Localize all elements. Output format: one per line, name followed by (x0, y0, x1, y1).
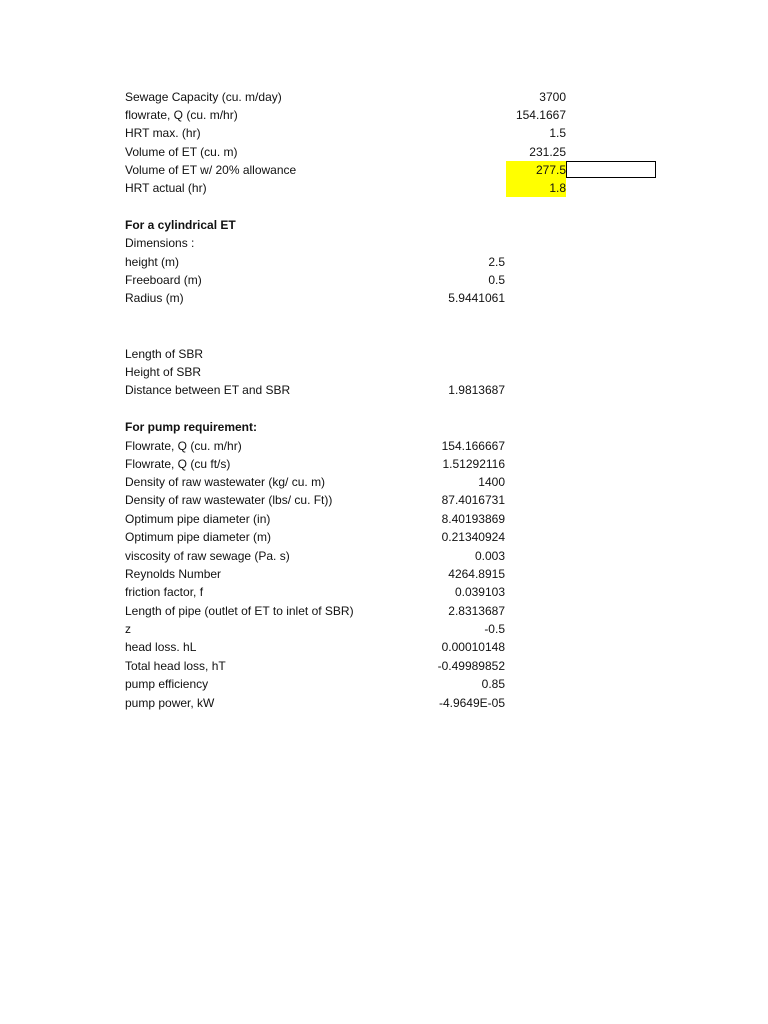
hrt-max-value[interactable]: 1.5 (549, 126, 566, 140)
sewage-capacity-label: Sewage Capacity (cu. m/day) (125, 90, 282, 104)
pump-row (0, 620, 768, 638)
pump-row-value[interactable]: 4264.8915 (448, 567, 505, 581)
pump-row-label: Density of raw wastewater (kg/ cu. m) (125, 475, 326, 489)
height-value[interactable]: 2.5 (488, 255, 505, 269)
radius-value[interactable]: 5.9441061 (448, 291, 505, 305)
sbr-length-label: Length of SBR (125, 347, 204, 361)
pump-row-label: pump efficiency (125, 677, 209, 691)
volume-et-allowance-row (0, 161, 768, 179)
pump-row-label: head loss. hL (125, 640, 197, 654)
pump-heading: For pump requirement: (125, 420, 258, 434)
pump-row-value[interactable]: 0.003 (474, 549, 505, 563)
pump-row-label: Optimum pipe diameter (m) (125, 530, 272, 544)
volume-et-row (0, 143, 768, 161)
pump-row (0, 547, 768, 565)
pump-row (0, 638, 768, 656)
volume-et-allowance-label: Volume of ET w/ 20% allowance (125, 163, 297, 177)
radius-label: Radius (m) (125, 291, 184, 305)
pump-row-label: Flowrate, Q (cu ft/s) (125, 457, 231, 471)
selected-cell[interactable] (566, 161, 656, 178)
sbr-height-row (0, 363, 768, 381)
flowrate-row (0, 106, 768, 124)
pump-row-value[interactable]: -0.5 (484, 622, 505, 636)
pump-row-label: Flowrate, Q (cu. m/hr) (125, 439, 242, 453)
pump-row-value[interactable]: -0.49989852 (437, 659, 505, 673)
hrt-max-label: HRT max. (hr) (125, 126, 201, 140)
volume-et-value[interactable]: 231.25 (529, 145, 566, 159)
volume-et-allowance-value[interactable]: 277.5 (506, 161, 566, 179)
pump-row-value[interactable]: 0.21340924 (441, 530, 505, 544)
volume-et-label: Volume of ET (cu. m) (125, 145, 238, 159)
dimensions-label: Dimensions : (125, 236, 195, 250)
dimensions-row (0, 234, 768, 252)
pump-row-value[interactable]: 0.00010148 (441, 640, 505, 654)
sbr-length-row (0, 345, 768, 363)
pump-row-value[interactable]: 0.039103 (454, 585, 505, 599)
pump-row-label: Optimum pipe diameter (in) (125, 512, 271, 526)
pump-row-label: friction factor, f (125, 585, 204, 599)
pump-row-label: Density of raw wastewater (lbs/ cu. Ft)) (125, 493, 333, 507)
pump-row-label: viscosity of raw sewage (Pa. s) (125, 549, 290, 563)
pump-row-value[interactable]: 1.51292116 (442, 457, 505, 471)
pump-row-value[interactable]: 154.166667 (441, 439, 505, 453)
pump-row-value[interactable]: 8.40193869 (441, 512, 505, 526)
pump-row-value[interactable]: -4.9649E-05 (438, 696, 505, 710)
cylindrical-heading: For a cylindrical ET (125, 218, 236, 232)
freeboard-label: Freeboard (m) (125, 273, 202, 287)
hrt-max-row (0, 124, 768, 142)
hrt-actual-row (0, 179, 768, 197)
freeboard-value[interactable]: 0.5 (488, 273, 505, 287)
pump-row (0, 510, 768, 528)
pump-row (0, 491, 768, 509)
radius-row (0, 289, 768, 307)
pump-row-value[interactable]: 1400 (478, 475, 505, 489)
cylindrical-heading-row (0, 216, 768, 234)
hrt-actual-value[interactable]: 1.8 (506, 179, 566, 197)
pump-row-label: z (125, 622, 131, 636)
pump-row (0, 437, 768, 455)
pump-row (0, 565, 768, 583)
freeboard-row (0, 271, 768, 289)
pump-row (0, 657, 768, 675)
pump-heading-row (0, 418, 768, 436)
pump-row-label: pump power, kW (125, 696, 215, 710)
pump-row-value[interactable]: 2.8313687 (448, 604, 505, 618)
pump-row (0, 694, 768, 712)
flowrate-value[interactable]: 154.1667 (515, 108, 566, 122)
hrt-actual-label: HRT actual (hr) (125, 181, 207, 195)
pump-row (0, 455, 768, 473)
pump-row (0, 583, 768, 601)
pump-row-value[interactable]: 87.4016731 (441, 493, 505, 507)
pump-row (0, 675, 768, 693)
distance-value[interactable]: 1.9813687 (448, 383, 505, 397)
sbr-height-label: Height of SBR (125, 365, 202, 379)
flowrate-label: flowrate, Q (cu. m/hr) (125, 108, 238, 122)
pump-row-label: Length of pipe (outlet of ET to inlet of SBR) (125, 604, 354, 618)
sewage-capacity-row (0, 88, 768, 106)
sewage-capacity-value[interactable]: 3700 (539, 90, 566, 104)
distance-label: Distance between ET and SBR (125, 383, 291, 397)
distance-row (0, 381, 768, 399)
height-row (0, 253, 768, 271)
pump-row (0, 473, 768, 491)
pump-row-label: Reynolds Number (125, 567, 222, 581)
pump-row-value[interactable]: 0.85 (481, 677, 505, 691)
pump-row (0, 528, 768, 546)
pump-row (0, 602, 768, 620)
pump-row-label: Total head loss, hT (125, 659, 226, 673)
height-label: height (m) (125, 255, 180, 269)
